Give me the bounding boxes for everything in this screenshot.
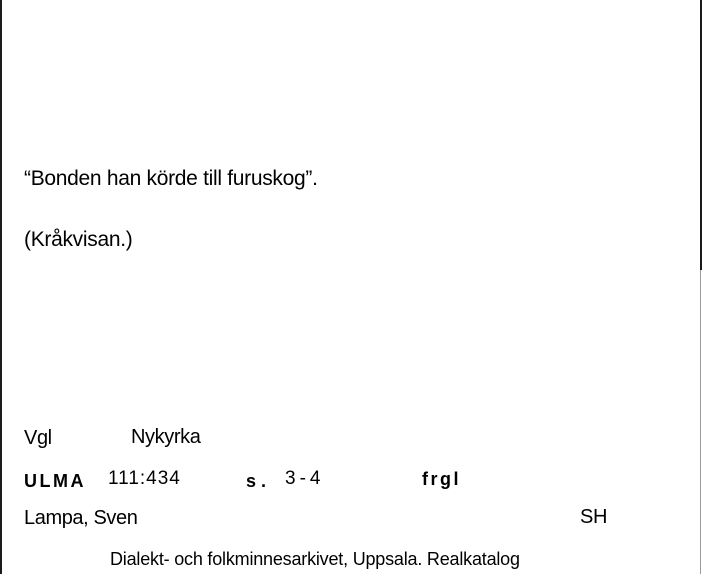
card-right-edge-faint	[700, 270, 701, 574]
song-subtitle: (Kråkvisan.)	[24, 228, 133, 251]
song-title: “Bonden han körde till furuskog”.	[24, 167, 318, 190]
page-label: s.	[246, 471, 272, 491]
comparison-label: Vgl	[24, 427, 52, 449]
page-range: 3-4	[285, 468, 325, 489]
category-code: frgl	[422, 469, 461, 489]
recorder-initials: SH	[580, 506, 607, 528]
archive-code: ULMA	[24, 471, 86, 491]
parish-name: Nykyrka	[131, 426, 201, 448]
recorder-name: Lampa, Sven	[24, 507, 138, 529]
card-right-edge	[700, 0, 702, 270]
archive-number: 111:434	[108, 468, 181, 489]
archive-footer: Dialekt- och folkminnesarkivet, Uppsala. Realkatalog	[110, 549, 520, 569]
card-left-edge	[0, 0, 2, 574]
